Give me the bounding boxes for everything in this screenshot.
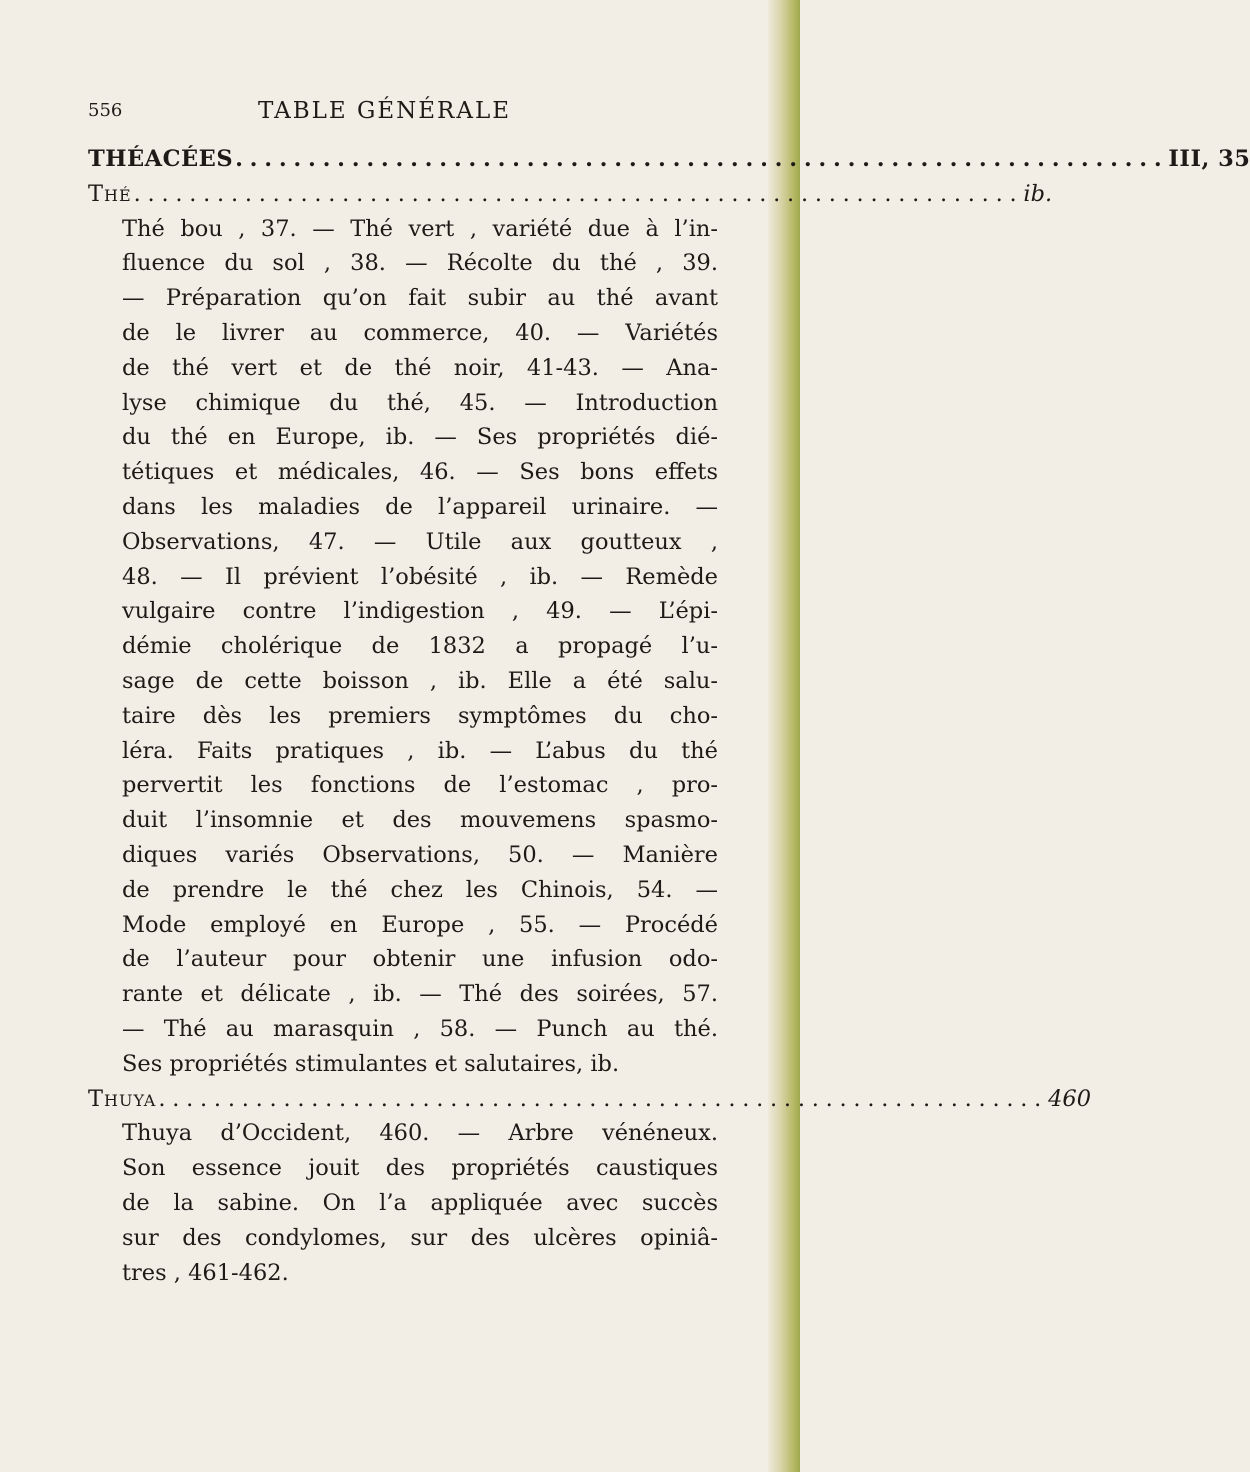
text-line: démie cholérique de 1832 a propagé l’u- — [122, 633, 718, 660]
text-line: de le livrer au commerce, 40. — Variétés — [122, 319, 718, 346]
text-line: de thé vert et de thé noir, 41-43. — Ana- — [122, 354, 718, 381]
entry-label: Thé — [88, 180, 132, 207]
text-line: Thuya d’Occident, 460. — Arbre vénéneux. — [122, 1120, 718, 1147]
entry-reference: III, 35 — [1168, 146, 1250, 172]
text-line: tres , 461-462. — [122, 1259, 289, 1286]
text-line: de l’auteur pour obtenir une infusion odo- — [122, 946, 718, 973]
text-line: — Thé au marasquin , 58. — Punch au thé. — [122, 1015, 718, 1042]
text-line: rante et délicate , ib. — Thé des soirées, 57. — [122, 981, 718, 1008]
page-header — [88, 98, 728, 128]
entry-reference: 460 — [1048, 1085, 1092, 1112]
text-line: léra. Faits pratiques , ib. — L’abus du thé — [122, 737, 718, 764]
text-line: Observations, 47. — Utile aux goutteux , — [122, 528, 718, 555]
text-line: lyse chimique du thé, 45. — Introduction — [122, 389, 718, 416]
index-text — [88, 142, 1250, 1290]
text-line: sur des condylomes, sur des ulcères opiniâ- — [122, 1224, 718, 1251]
text-line: dans les maladies de l’appareil urinaire. — — [122, 493, 718, 520]
dot-leader: ................................................................ — [235, 146, 1169, 172]
text-line: Thé bou , 37. — Thé vert , variété due à l’in- — [122, 215, 718, 242]
dot-leader: ................................................................ — [158, 1085, 1049, 1112]
dot-leader: ................................................................ — [133, 180, 1024, 207]
text-line: de prendre le thé chez les Chinois, 54. — — [122, 876, 718, 903]
text-line: — Préparation qu’on fait subir au thé avant — [122, 285, 718, 312]
text-line: du thé en Europe, ib. — Ses propriétés dié- — [122, 424, 718, 451]
entry-theacees — [88, 142, 1250, 177]
entry-label: Thuya — [88, 1085, 157, 1112]
text-line: diques variés Observations, 50. — Manière — [122, 841, 718, 868]
text-line: de la sabine. On l’a appliquée avec succès — [122, 1189, 718, 1216]
text-line: fluence du sol , 38. — Récolte du thé , 39. — [122, 250, 718, 277]
entry-reference: ib. — [1023, 180, 1053, 207]
text-line: Son essence jouit des propriétés caustiques — [122, 1155, 718, 1182]
text-line: Ses propriétés stimulantes et salutaires, ib. — [122, 1050, 620, 1077]
text-line: Mode employé en Europe , 55. — Procédé — [122, 911, 718, 938]
entry-the — [88, 177, 1053, 212]
entry-thuya — [88, 1082, 1092, 1117]
text-line: duit l’insomnie et des mouvemens spasmo- — [122, 807, 718, 834]
page-number: 556 — [88, 100, 123, 121]
text-line: taire dès les premiers symptômes du cho- — [122, 702, 718, 729]
text-line: 48. — Il prévient l’obésité , ib. — Remède — [122, 563, 718, 590]
text-line: vulgaire contre l’indigestion , 49. — L’épi- — [122, 598, 718, 625]
page-edge — [768, 0, 800, 1472]
text-line: sage de cette boisson , ib. Elle a été salu- — [122, 667, 718, 694]
entry-label: THÉACÉES — [88, 146, 234, 172]
running-title: TABLE GÉNÉRALE — [258, 98, 512, 124]
text-line: tétiques et médicales, 46. — Ses bons effets — [122, 459, 718, 486]
text-line: pervertit les fonctions de l’estomac , pro- — [122, 772, 718, 799]
